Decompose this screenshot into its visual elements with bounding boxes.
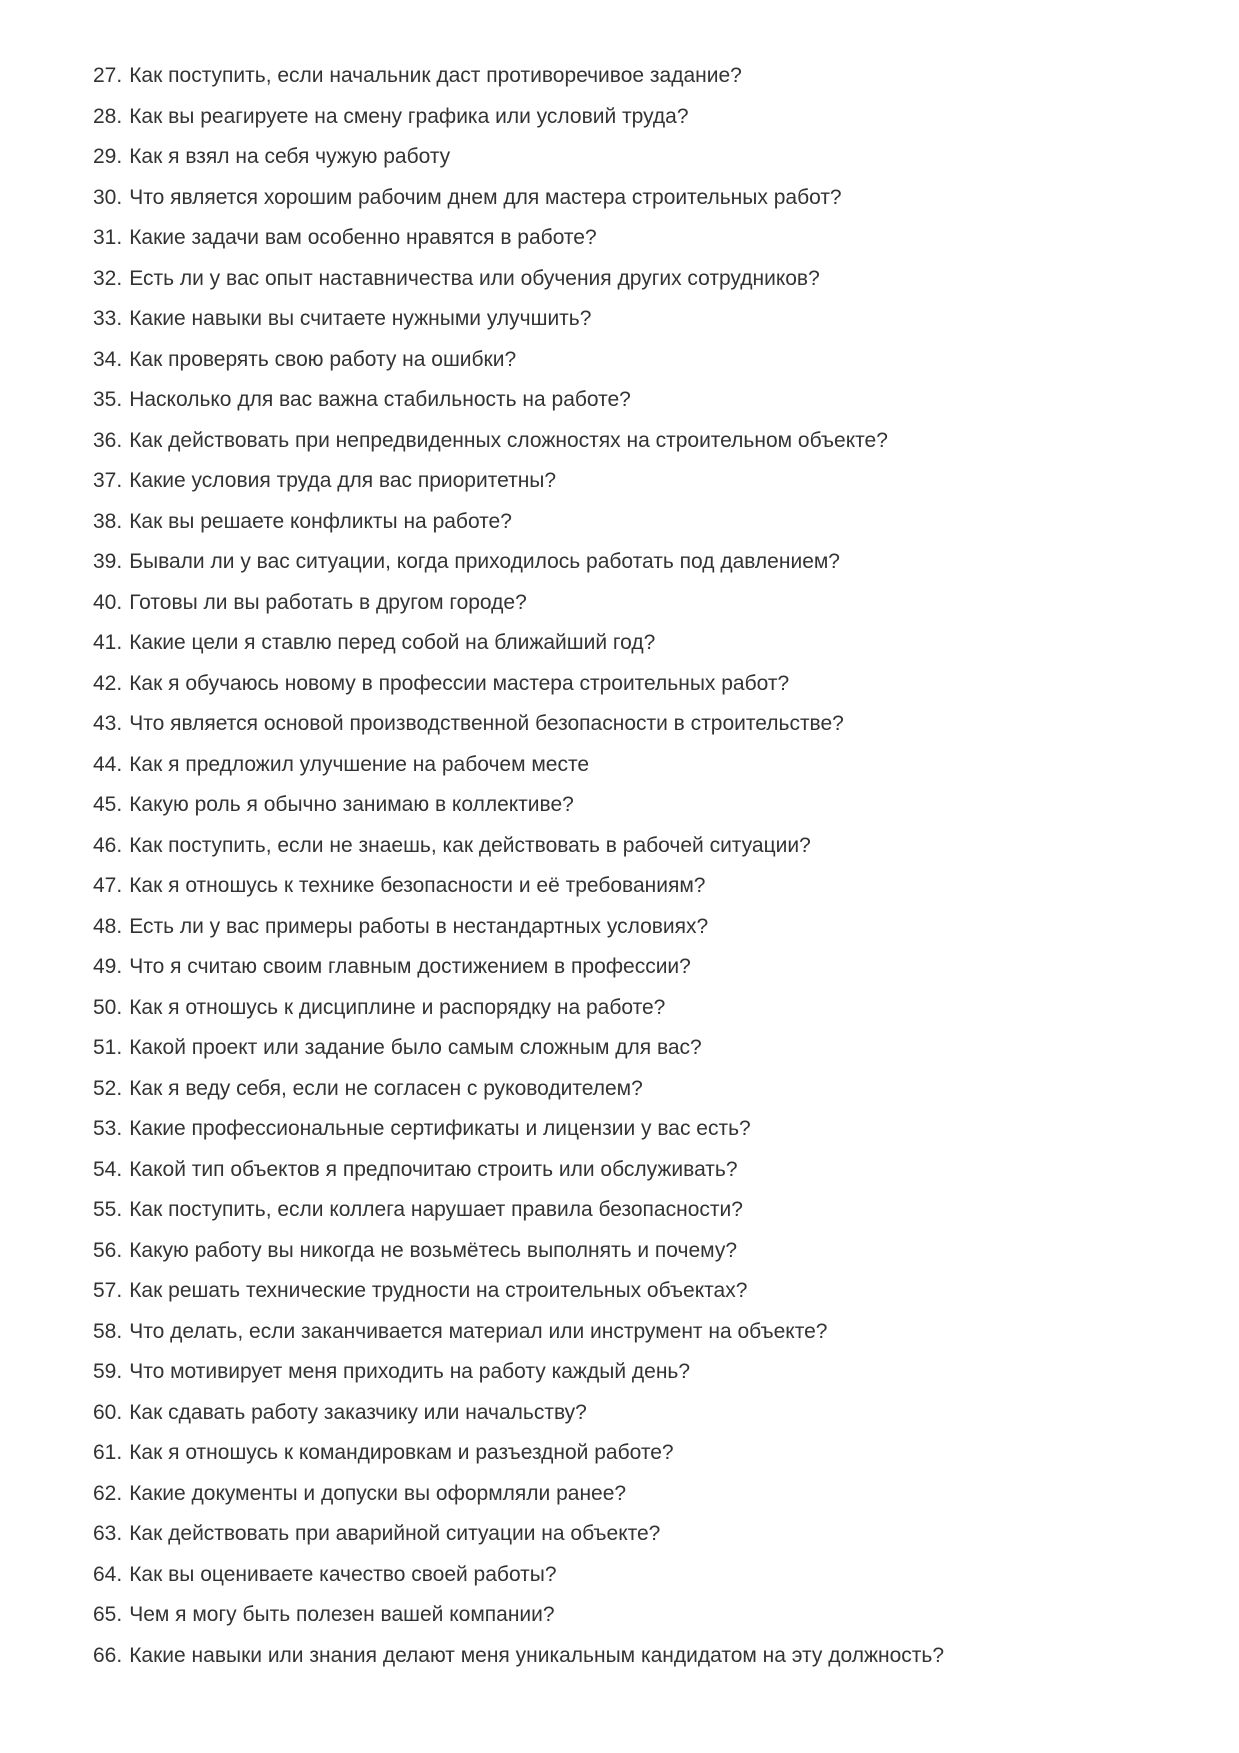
- question-item: [93, 1109, 1179, 1150]
- question-item: [93, 218, 1179, 259]
- question-text: Как я обучаюсь новому в профессии мастера строительных работ?: [129, 671, 790, 695]
- question-number: 55.: [93, 1198, 123, 1221]
- question-item: [93, 826, 1179, 867]
- question-number: 50.: [93, 995, 123, 1019]
- question-text: Какие навыки или знания делают меня уникальным кандидатом на эту должность?: [129, 1643, 945, 1667]
- question-text: Как решать технические трудности на строительных объектах?: [129, 1279, 748, 1302]
- question-number: 42.: [93, 671, 123, 695]
- question-text: Как я отношусь к дисциплине и распорядку на работе?: [129, 995, 666, 1019]
- question-text: Как поступить, если не знаешь, как действовать в рабочей ситуации?: [129, 833, 811, 857]
- question-item: [93, 178, 1179, 219]
- question-number: 46.: [93, 833, 123, 857]
- question-text: Как поступить, если начальник даст противоречивое задание?: [129, 64, 742, 87]
- question-number: 49.: [93, 955, 123, 978]
- question-item: [93, 380, 1179, 421]
- question-number: 57.: [93, 1279, 123, 1302]
- question-text: Как я отношусь к командировкам и разъездной работе?: [129, 1441, 674, 1464]
- question-item: [93, 56, 1179, 97]
- question-number: 63.: [93, 1522, 123, 1545]
- question-text: Какие цели я ставлю перед собой на ближайший год?: [129, 631, 656, 654]
- question-number: 41.: [93, 631, 123, 654]
- question-number: 37.: [93, 469, 123, 492]
- question-text: Как я взял на себя чужую работу: [129, 145, 451, 168]
- question-number: 45.: [93, 793, 123, 816]
- question-item: [93, 1028, 1179, 1069]
- question-text: Как вы оцениваете качество своей работы?: [129, 1562, 557, 1586]
- question-number: 64.: [93, 1562, 123, 1586]
- question-item: [93, 583, 1179, 624]
- question-text: Есть ли у вас примеры работы в нестандартных условиях?: [129, 914, 709, 938]
- question-number: 40.: [93, 590, 123, 614]
- question-text: Какую роль я обычно занимаю в коллективе?: [129, 793, 574, 816]
- question-item: [93, 421, 1179, 462]
- question-text: Какие документы и допуски вы оформляли ранее?: [129, 1481, 627, 1505]
- question-item: [93, 745, 1179, 786]
- question-number: 32.: [93, 266, 123, 290]
- question-text: Как действовать при аварийной ситуации на объекте?: [129, 1522, 661, 1545]
- question-item: [93, 340, 1179, 381]
- question-number: 44.: [93, 752, 123, 776]
- question-text: Какие задачи вам особенно нравятся в работе?: [129, 226, 597, 249]
- question-number: 48.: [93, 914, 123, 938]
- question-number: 58.: [93, 1319, 123, 1343]
- question-item: [93, 137, 1179, 178]
- question-item: [93, 259, 1179, 300]
- question-item: [93, 1474, 1179, 1515]
- question-number: 61.: [93, 1441, 123, 1464]
- question-item: [93, 907, 1179, 948]
- question-text: Как вы решаете конфликты на работе?: [129, 509, 512, 533]
- question-text: Какие навыки вы считаете нужными улучшить?: [129, 307, 592, 330]
- question-number: 65.: [93, 1603, 123, 1626]
- question-text: Что мотивирует меня приходить на работу каждый день?: [129, 1360, 691, 1383]
- question-item: [93, 1271, 1179, 1312]
- question-item: [93, 664, 1179, 705]
- question-text: Бывали ли у вас ситуации, когда приходилось работать под давлением?: [129, 550, 840, 573]
- question-number: 34.: [93, 347, 123, 371]
- question-item: [93, 461, 1179, 502]
- question-text: Как я веду себя, если не согласен с руководителем?: [129, 1076, 643, 1100]
- question-number: 52.: [93, 1076, 123, 1100]
- question-number: 51.: [93, 1036, 123, 1059]
- question-text: Какие профессиональные сертификаты и лицензии у вас есть?: [129, 1117, 751, 1140]
- question-number: 28.: [93, 104, 123, 128]
- question-number: 43.: [93, 712, 123, 735]
- question-number: 53.: [93, 1117, 123, 1140]
- question-number: 29.: [93, 145, 123, 168]
- question-item: [93, 1069, 1179, 1110]
- question-number: 35.: [93, 388, 123, 411]
- question-item: [93, 1393, 1179, 1434]
- question-number: 31.: [93, 226, 123, 249]
- question-number: 33.: [93, 307, 123, 330]
- question-number: 30.: [93, 185, 123, 209]
- question-number: 38.: [93, 509, 123, 533]
- question-item: [93, 1231, 1179, 1272]
- question-number: 60.: [93, 1400, 123, 1424]
- question-number: 59.: [93, 1360, 123, 1383]
- question-text: Как я предложил улучшение на рабочем месте: [129, 752, 590, 776]
- question-item: [93, 1636, 1179, 1677]
- question-text: Как проверять свою работу на ошибки?: [129, 347, 517, 371]
- question-text: Что является основой производственной безопасности в строительстве?: [129, 712, 844, 735]
- question-item: [93, 542, 1179, 583]
- question-text: Есть ли у вас опыт наставничества или обучения других сотрудников?: [129, 266, 820, 290]
- question-item: [93, 623, 1179, 664]
- question-item: [93, 97, 1179, 138]
- question-item: [93, 1433, 1179, 1474]
- question-item: [93, 1514, 1179, 1555]
- question-number: 27.: [93, 64, 123, 87]
- question-number: 54.: [93, 1157, 123, 1181]
- question-text: Что я считаю своим главным достижением в профессии?: [129, 955, 691, 978]
- question-number: 36.: [93, 428, 123, 452]
- question-item: [93, 1190, 1179, 1231]
- question-text: Как сдавать работу заказчику или начальству?: [129, 1400, 587, 1424]
- question-item: [93, 866, 1179, 907]
- question-text: Как я отношусь к технике безопасности и её требованиям?: [129, 874, 706, 897]
- question-item: [93, 988, 1179, 1029]
- question-text: Готовы ли вы работать в другом городе?: [129, 590, 527, 614]
- question-item: [93, 1312, 1179, 1353]
- question-text: Какой тип объектов я предпочитаю строить или обслуживать?: [129, 1157, 738, 1181]
- question-item: [93, 502, 1179, 543]
- question-text: Что делать, если заканчивается материал или инструмент на объекте?: [129, 1319, 828, 1343]
- question-item: [93, 704, 1179, 745]
- question-number: 39.: [93, 550, 123, 573]
- question-item: [93, 1555, 1179, 1596]
- question-item: [93, 1595, 1179, 1636]
- question-item: [93, 1352, 1179, 1393]
- question-number: 47.: [93, 874, 123, 897]
- question-text: Чем я могу быть полезен вашей компании?: [129, 1603, 555, 1626]
- question-text: Насколько для вас важна стабильность на работе?: [129, 388, 631, 411]
- question-text: Как вы реагируете на смену графика или условий труда?: [129, 104, 689, 128]
- question-item: [93, 947, 1179, 988]
- question-text: Какую работу вы никогда не возьмётесь выполнять и почему?: [129, 1238, 737, 1262]
- question-item: [93, 785, 1179, 826]
- question-number: 56.: [93, 1238, 123, 1262]
- question-text: Какие условия труда для вас приоритетны?: [129, 469, 557, 492]
- question-item: [93, 299, 1179, 340]
- question-list: [93, 56, 1179, 1676]
- question-number: 62.: [93, 1481, 123, 1505]
- question-text: Что является хорошим рабочим днем для мастера строительных работ?: [129, 185, 842, 209]
- question-text: Какой проект или задание было самым сложным для вас?: [129, 1036, 702, 1059]
- question-item: [93, 1150, 1179, 1191]
- question-text: Как поступить, если коллега нарушает правила безопасности?: [129, 1198, 743, 1221]
- question-text: Как действовать при непредвиденных сложностях на строительном объекте?: [129, 428, 888, 452]
- question-number: 66.: [93, 1643, 123, 1667]
